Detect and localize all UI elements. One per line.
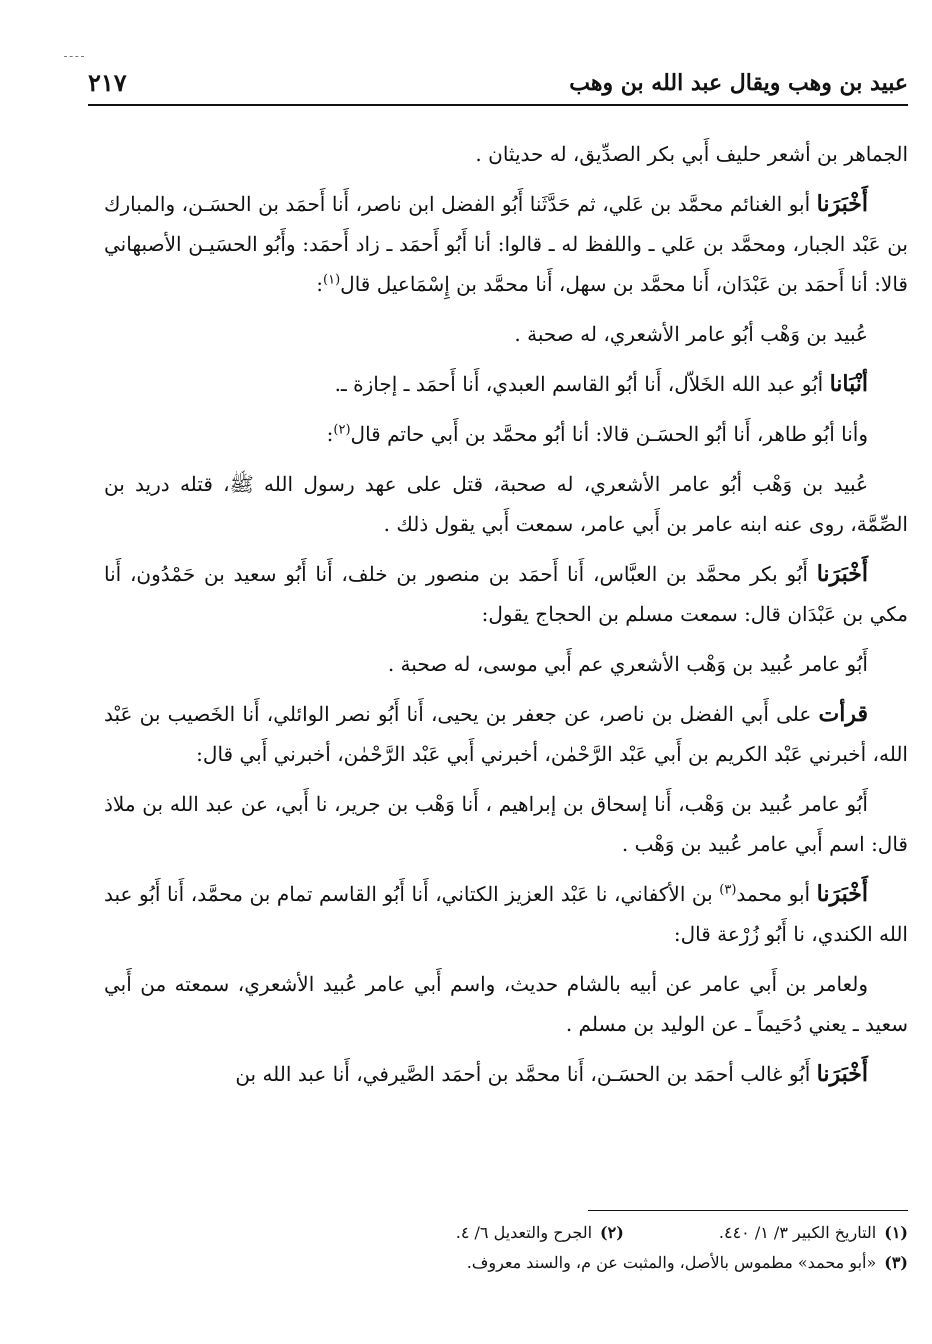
footnote-row: [104, 1248, 908, 1278]
footnote-text: التاريخ الكبير ٣/ ١/ ٤٤٠.: [718, 1223, 877, 1242]
transmission-keyword: أَخْبَرَنا: [816, 1061, 868, 1087]
paragraph: أَخْبَرَنا أَبُو بكر محمَّد بن العبَّاس، أَنا أَحمَد بن منصور بن خلف، أَنا أَبُو سعيد بن حَمْدُون، أَنا مكي بن عَبْدَان قال: سمعت مسلم بن الحجاج يقول:: [104, 561, 908, 626]
corner-mark: [64, 56, 84, 57]
footnote-number: (٢): [600, 1223, 624, 1242]
footnotes: [104, 1218, 908, 1278]
transmission-keyword: قرأت: [818, 701, 868, 727]
transmission-keyword: أَخْبَرَنا: [816, 191, 868, 217]
paragraph: عُبيد بن وَهْب أبُو عامر الأشعري، له صحبة، قتل على عهد رسول الله ﷺ، قتله دريد بن الصِّمَّة، روى عنه ابنه عامر بن أَبي عامر، سمعت أَبي يقول ذلك .: [104, 472, 908, 536]
footnote: [467, 1248, 908, 1278]
footnote-ref: (٢): [333, 422, 351, 438]
paragraph: الجماهر بن أشعر حليف أَبي بكر الصدِّيق، له حديثان .: [475, 142, 908, 166]
page-number: ٢١٧: [88, 68, 127, 97]
paragraph: قرأت على أَبي الفضل بن ناصر، عن جعفر بن يحيى، أَنا أَبُو نصر الوائلي، أَنا الخَصيب بن عَبْد الله، أخبرني عَبْد الكريم بن أَبي عَبْد الرَّحْمٰن، أخبرني أَبي عَبْد الرَّحْمٰن، أخبرني أَبي قال:: [104, 701, 908, 766]
paragraph: أَخْبَرَنا أَبُو غالب أحمَد بن الحسَـن، أَنا محمَّد بن أحمَد الصَّيرفي، أَنا عبد الله بن: [235, 1061, 868, 1087]
transmission-keyword: أَخْبَرَنا: [816, 881, 868, 907]
main-text: [104, 134, 908, 1104]
footnote-number: (٣): [884, 1253, 908, 1272]
page-header: [88, 64, 908, 106]
footnote-number: (١): [884, 1223, 908, 1242]
footnote-divider: [588, 1210, 908, 1211]
footnote-ref: (١): [323, 272, 341, 288]
footnote: [456, 1218, 624, 1248]
footnote: [719, 1218, 908, 1248]
paragraph: أَبُو عامر عُبيد بن وَهْب، أَنا إسحاق بن إبراهيم ، أَنا وَهْب بن جرير، نا أَبي، عن عبد الله بن ملاذ قال: اسم أَبي عامر عُبيد بن وَهْب .: [104, 792, 908, 856]
paragraph: أَخْبَرَنا أبو الغنائم محمَّد بن عَلي، ثم حَدَّثَنا أَبُو الفضل ابن ناصر، أَنا أَحمَد بن الحسَـن، والمبارك بن عَبْد الجبار، ومحمَّد بن عَلي ـ واللفظ له ـ قالوا: أنا أَبُو أَحمَد ـ زاد أَحمَد: وأَبُو الحسَيـن الأصبهاني قالا: أنا أَحمَد بن عَبْدَان، أَنا محمَّد بن سهل، أَنا محمَّد بن إِسْمَاعيل قال$^{(١)}$:: [104, 191, 908, 296]
paragraph: وأنا أبُو طاهر، أَنا أبُو الحسَـن قالا: أنا أبُو محمَّد بن أَبي حاتم قال$^{(٢)}$:: [326, 422, 868, 446]
paragraph: أَخْبَرَنا أبو محمد$^{(٣)}$ بن الأكفاني، نا عَبْد العزيز الكتاني، أَنا أَبُو القاسم تمام بن محمَّد، أَنا أَبُو عبد الله الكندي، نا أَبُو زُرْعة قال:: [104, 881, 908, 946]
footnote-text: «أبو محمد» مطموس بالأصل، والمثبت عن م، والسند معروف.: [466, 1253, 877, 1272]
transmission-keyword: أنْبَانا: [829, 371, 868, 397]
footnote-row: [104, 1218, 908, 1248]
footnote-text: الجرح والتعديل ٦/ ٤.: [455, 1223, 593, 1242]
running-title: عبيد بن وهب ويقال عبد الله بن وهب: [569, 70, 908, 96]
footnote-ref: (٣): [719, 882, 737, 898]
paragraph: ولعامر بن أَبي عامر عن أبيه بالشام حديث، واسم أَبي عامر عُبيد الأشعري، سمعته من أَبي سعيد ـ يعني دُحَيماً ـ عن الوليد بن مسلم .: [104, 972, 908, 1036]
transmission-keyword: أَخْبَرَنا: [816, 561, 869, 587]
paragraph: أَبُو عامر عُبيد بن وَهْب الأشعري عم أَبي موسى، له صحبة .: [387, 652, 868, 676]
paragraph: أنْبَانا أبُو عبد الله الخَلاّل، أَنا أبُو القاسم العبدي، أَنا أَحمَد ـ إجازة ـ.: [334, 371, 868, 397]
paragraph: عُبيد بن وَهْب أبُو عامر الأشعري، له صحبة .: [514, 322, 868, 346]
